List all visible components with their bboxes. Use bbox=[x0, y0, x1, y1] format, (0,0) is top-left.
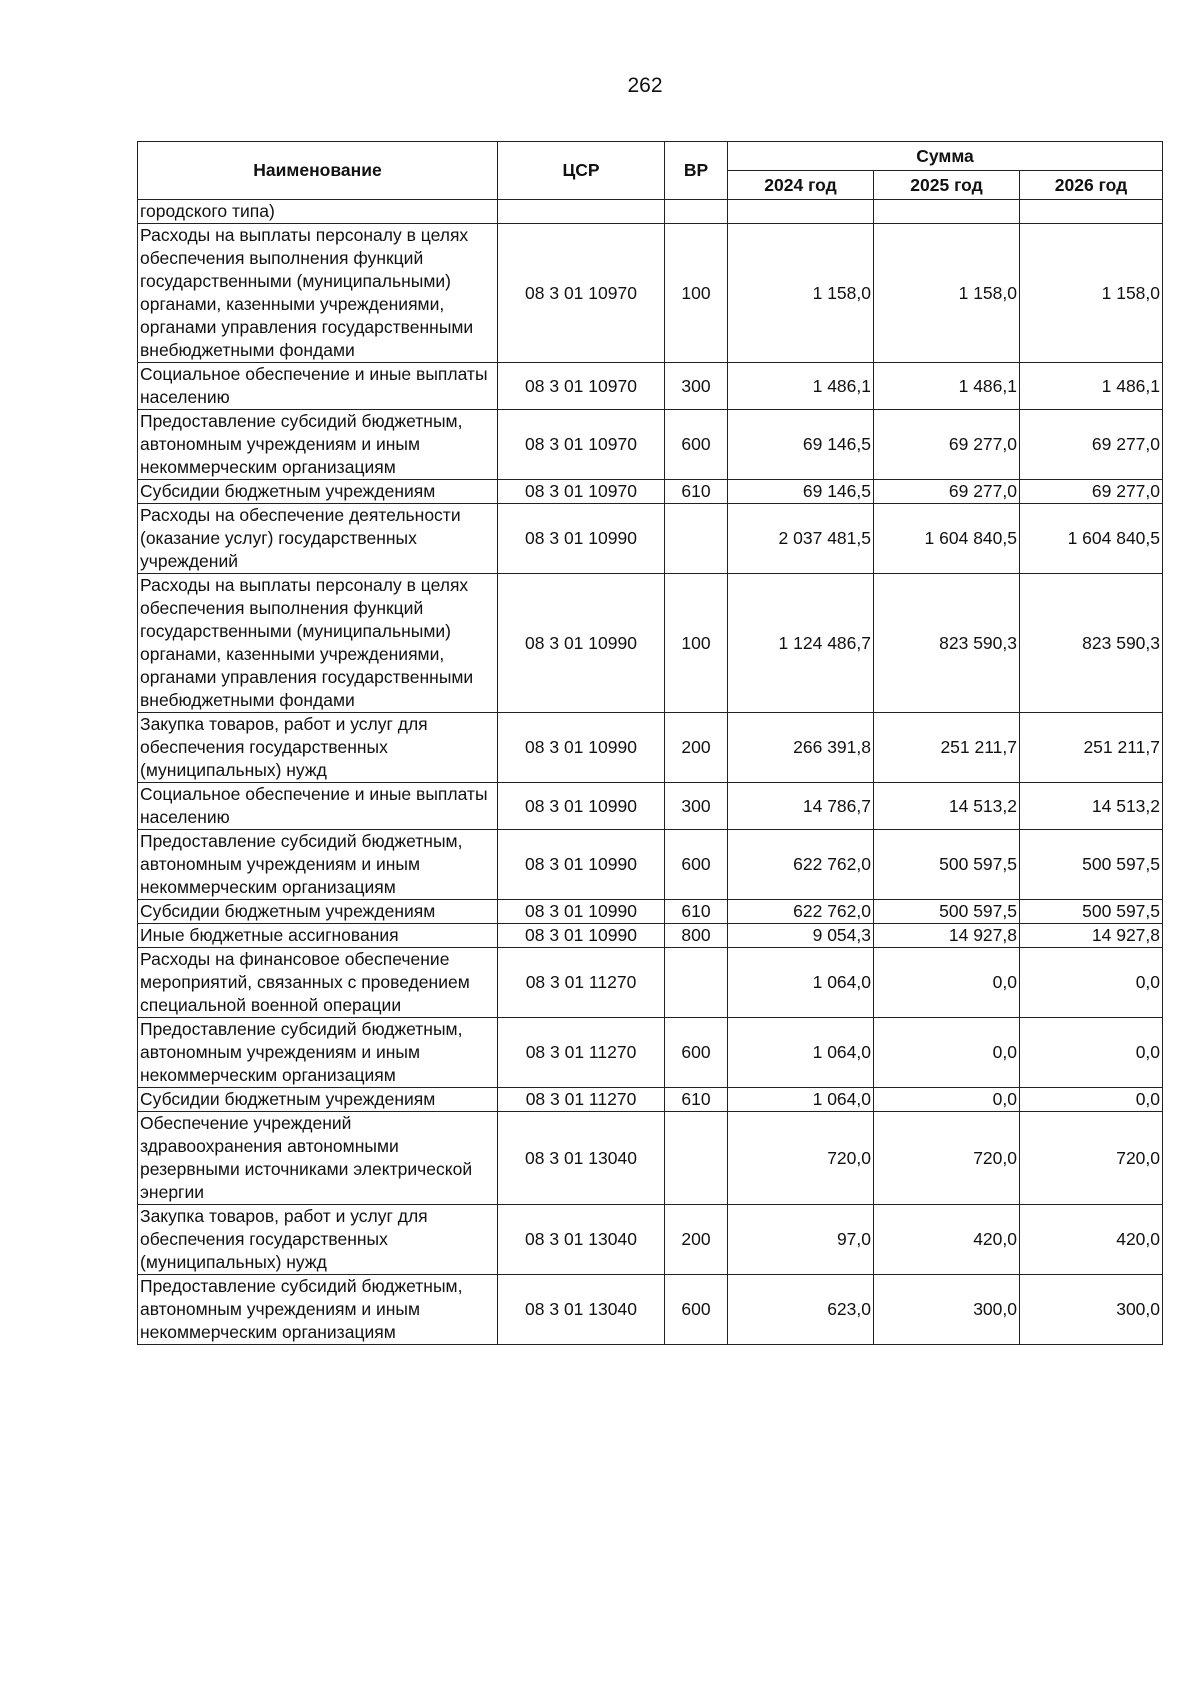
table-row bbox=[138, 1112, 1163, 1205]
cell-name: Предоставление субсидий бюджетным, автономным учреждениям и иным некоммерческим организациям bbox=[138, 1275, 498, 1345]
cell-sum-2025: 1 604 840,5 bbox=[874, 504, 1020, 574]
cell-vr: 600 bbox=[665, 1018, 728, 1088]
cell-name: Расходы на выплаты персоналу в целях обеспечения выполнения функций государственными (муниципальными) органами, казенными учреждениями, органами управления государственными внебюджетными фондами bbox=[138, 574, 498, 713]
cell-csr: 08 3 01 10990 bbox=[498, 783, 665, 830]
cell-sum-2026 bbox=[1020, 200, 1163, 224]
cell-sum-2025: 0,0 bbox=[874, 948, 1020, 1018]
cell-name: Предоставление субсидий бюджетным, автономным учреждениям и иным некоммерческим организациям bbox=[138, 830, 498, 900]
cell-sum-2026: 500 597,5 bbox=[1020, 830, 1163, 900]
cell-csr: 08 3 01 11270 bbox=[498, 1088, 665, 1112]
cell-sum-2024: 1 064,0 bbox=[728, 948, 874, 1018]
header-year-2026: 2026 год bbox=[1020, 171, 1163, 200]
cell-vr: 800 bbox=[665, 924, 728, 948]
cell-sum-2026: 823 590,3 bbox=[1020, 574, 1163, 713]
cell-csr: 08 3 01 10970 bbox=[498, 480, 665, 504]
cell-vr bbox=[665, 1112, 728, 1205]
cell-sum-2024: 69 146,5 bbox=[728, 480, 874, 504]
cell-sum-2025: 251 211,7 bbox=[874, 713, 1020, 783]
cell-name: Субсидии бюджетным учреждениям bbox=[138, 900, 498, 924]
cell-csr: 08 3 01 10990 bbox=[498, 504, 665, 574]
cell-sum-2024: 1 158,0 bbox=[728, 224, 874, 363]
cell-sum-2026: 1 158,0 bbox=[1020, 224, 1163, 363]
cell-name: Расходы на финансовое обеспечение мероприятий, связанных с проведением специальной военной операции bbox=[138, 948, 498, 1018]
cell-sum-2026: 500 597,5 bbox=[1020, 900, 1163, 924]
cell-sum-2025: 14 513,2 bbox=[874, 783, 1020, 830]
cell-sum-2026: 14 927,8 bbox=[1020, 924, 1163, 948]
cell-csr: 08 3 01 13040 bbox=[498, 1205, 665, 1275]
cell-sum-2026: 420,0 bbox=[1020, 1205, 1163, 1275]
cell-vr: 610 bbox=[665, 1088, 728, 1112]
cell-sum-2025: 1 486,1 bbox=[874, 363, 1020, 410]
cell-name: Субсидии бюджетным учреждениям bbox=[138, 480, 498, 504]
cell-vr: 200 bbox=[665, 1205, 728, 1275]
table-row bbox=[138, 924, 1163, 948]
cell-csr: 08 3 01 11270 bbox=[498, 1018, 665, 1088]
cell-csr: 08 3 01 10990 bbox=[498, 574, 665, 713]
table-header bbox=[138, 142, 1163, 200]
table-row bbox=[138, 1088, 1163, 1112]
cell-name: Обеспечение учреждений здравоохранения автономными резервными источниками электрической энергии bbox=[138, 1112, 498, 1205]
cell-sum-2026: 0,0 bbox=[1020, 1088, 1163, 1112]
cell-name: городского типа) bbox=[138, 200, 498, 224]
cell-sum-2025: 0,0 bbox=[874, 1018, 1020, 1088]
cell-vr: 300 bbox=[665, 363, 728, 410]
cell-name: Субсидии бюджетным учреждениям bbox=[138, 1088, 498, 1112]
cell-csr: 08 3 01 11270 bbox=[498, 948, 665, 1018]
cell-sum-2024: 1 486,1 bbox=[728, 363, 874, 410]
cell-vr: 200 bbox=[665, 713, 728, 783]
cell-sum-2025: 1 158,0 bbox=[874, 224, 1020, 363]
table-row bbox=[138, 713, 1163, 783]
cell-name: Социальное обеспечение и иные выплаты населению bbox=[138, 363, 498, 410]
cell-sum-2024: 266 391,8 bbox=[728, 713, 874, 783]
cell-csr bbox=[498, 200, 665, 224]
cell-sum-2024: 97,0 bbox=[728, 1205, 874, 1275]
table-row bbox=[138, 504, 1163, 574]
cell-sum-2026: 1 604 840,5 bbox=[1020, 504, 1163, 574]
cell-name: Закупка товаров, работ и услуг для обеспечения государственных (муниципальных) нужд bbox=[138, 1205, 498, 1275]
cell-sum-2025 bbox=[874, 200, 1020, 224]
cell-csr: 08 3 01 10970 bbox=[498, 224, 665, 363]
cell-csr: 08 3 01 10990 bbox=[498, 924, 665, 948]
cell-name: Социальное обеспечение и иные выплаты населению bbox=[138, 783, 498, 830]
cell-sum-2025: 69 277,0 bbox=[874, 410, 1020, 480]
cell-name: Расходы на обеспечение деятельности (оказание услуг) государственных учреждений bbox=[138, 504, 498, 574]
page-number: 262 bbox=[627, 74, 663, 97]
cell-csr: 08 3 01 13040 bbox=[498, 1275, 665, 1345]
table-row bbox=[138, 1205, 1163, 1275]
cell-name: Расходы на выплаты персоналу в целях обеспечения выполнения функций государственными (муниципальными) органами, казенными учреждениями, органами управления государственными внебюджетными фондами bbox=[138, 224, 498, 363]
cell-vr: 600 bbox=[665, 410, 728, 480]
cell-vr: 610 bbox=[665, 480, 728, 504]
cell-sum-2026: 1 486,1 bbox=[1020, 363, 1163, 410]
cell-sum-2024: 623,0 bbox=[728, 1275, 874, 1345]
cell-sum-2026: 14 513,2 bbox=[1020, 783, 1163, 830]
cell-name: Закупка товаров, работ и услуг для обеспечения государственных (муниципальных) нужд bbox=[138, 713, 498, 783]
cell-sum-2024: 720,0 bbox=[728, 1112, 874, 1205]
table-row bbox=[138, 830, 1163, 900]
table-body bbox=[138, 200, 1163, 1345]
cell-sum-2026: 251 211,7 bbox=[1020, 713, 1163, 783]
cell-sum-2026: 0,0 bbox=[1020, 1018, 1163, 1088]
header-name: Наименование bbox=[138, 142, 498, 200]
header-year-2024: 2024 год bbox=[728, 171, 874, 200]
header-vr: ВР bbox=[665, 142, 728, 200]
cell-sum-2026: 300,0 bbox=[1020, 1275, 1163, 1345]
cell-sum-2025: 500 597,5 bbox=[874, 900, 1020, 924]
cell-vr: 300 bbox=[665, 783, 728, 830]
cell-vr bbox=[665, 504, 728, 574]
cell-sum-2025: 0,0 bbox=[874, 1088, 1020, 1112]
cell-vr bbox=[665, 200, 728, 224]
cell-sum-2024: 1 124 486,7 bbox=[728, 574, 874, 713]
cell-vr: 600 bbox=[665, 830, 728, 900]
cell-vr: 100 bbox=[665, 574, 728, 713]
table-row bbox=[138, 200, 1163, 224]
cell-sum-2025: 69 277,0 bbox=[874, 480, 1020, 504]
cell-sum-2024: 2 037 481,5 bbox=[728, 504, 874, 574]
table-row bbox=[138, 480, 1163, 504]
cell-sum-2025: 720,0 bbox=[874, 1112, 1020, 1205]
cell-name: Предоставление субсидий бюджетным, автономным учреждениям и иным некоммерческим организациям bbox=[138, 1018, 498, 1088]
cell-vr bbox=[665, 948, 728, 1018]
cell-sum-2024: 1 064,0 bbox=[728, 1088, 874, 1112]
cell-csr: 08 3 01 10990 bbox=[498, 713, 665, 783]
cell-csr: 08 3 01 10990 bbox=[498, 830, 665, 900]
cell-sum-2025: 823 590,3 bbox=[874, 574, 1020, 713]
cell-name: Иные бюджетные ассигнования bbox=[138, 924, 498, 948]
cell-csr: 08 3 01 10970 bbox=[498, 363, 665, 410]
cell-vr: 600 bbox=[665, 1275, 728, 1345]
cell-sum-2024: 69 146,5 bbox=[728, 410, 874, 480]
table-row bbox=[138, 410, 1163, 480]
table-row bbox=[138, 948, 1163, 1018]
cell-sum-2024: 1 064,0 bbox=[728, 1018, 874, 1088]
cell-sum-2024: 622 762,0 bbox=[728, 900, 874, 924]
budget-table bbox=[137, 141, 1163, 1345]
header-sum: Сумма bbox=[728, 142, 1163, 171]
table-row bbox=[138, 783, 1163, 830]
cell-sum-2024 bbox=[728, 200, 874, 224]
table-row bbox=[138, 224, 1163, 363]
cell-sum-2025: 300,0 bbox=[874, 1275, 1020, 1345]
cell-sum-2026: 69 277,0 bbox=[1020, 410, 1163, 480]
cell-sum-2025: 500 597,5 bbox=[874, 830, 1020, 900]
table-row bbox=[138, 363, 1163, 410]
table-row bbox=[138, 574, 1163, 713]
cell-vr: 610 bbox=[665, 900, 728, 924]
cell-csr: 08 3 01 13040 bbox=[498, 1112, 665, 1205]
cell-sum-2026: 69 277,0 bbox=[1020, 480, 1163, 504]
cell-vr: 100 bbox=[665, 224, 728, 363]
cell-sum-2025: 420,0 bbox=[874, 1205, 1020, 1275]
cell-csr: 08 3 01 10990 bbox=[498, 900, 665, 924]
header-year-2025: 2025 год bbox=[874, 171, 1020, 200]
cell-sum-2026: 0,0 bbox=[1020, 948, 1163, 1018]
cell-sum-2024: 622 762,0 bbox=[728, 830, 874, 900]
cell-sum-2024: 9 054,3 bbox=[728, 924, 874, 948]
cell-sum-2024: 14 786,7 bbox=[728, 783, 874, 830]
cell-name: Предоставление субсидий бюджетным, автономным учреждениям и иным некоммерческим организациям bbox=[138, 410, 498, 480]
table-row bbox=[138, 1018, 1163, 1088]
cell-csr: 08 3 01 10970 bbox=[498, 410, 665, 480]
table-row bbox=[138, 900, 1163, 924]
cell-sum-2025: 14 927,8 bbox=[874, 924, 1020, 948]
header-csr: ЦСР bbox=[498, 142, 665, 200]
table-row bbox=[138, 1275, 1163, 1345]
cell-sum-2026: 720,0 bbox=[1020, 1112, 1163, 1205]
